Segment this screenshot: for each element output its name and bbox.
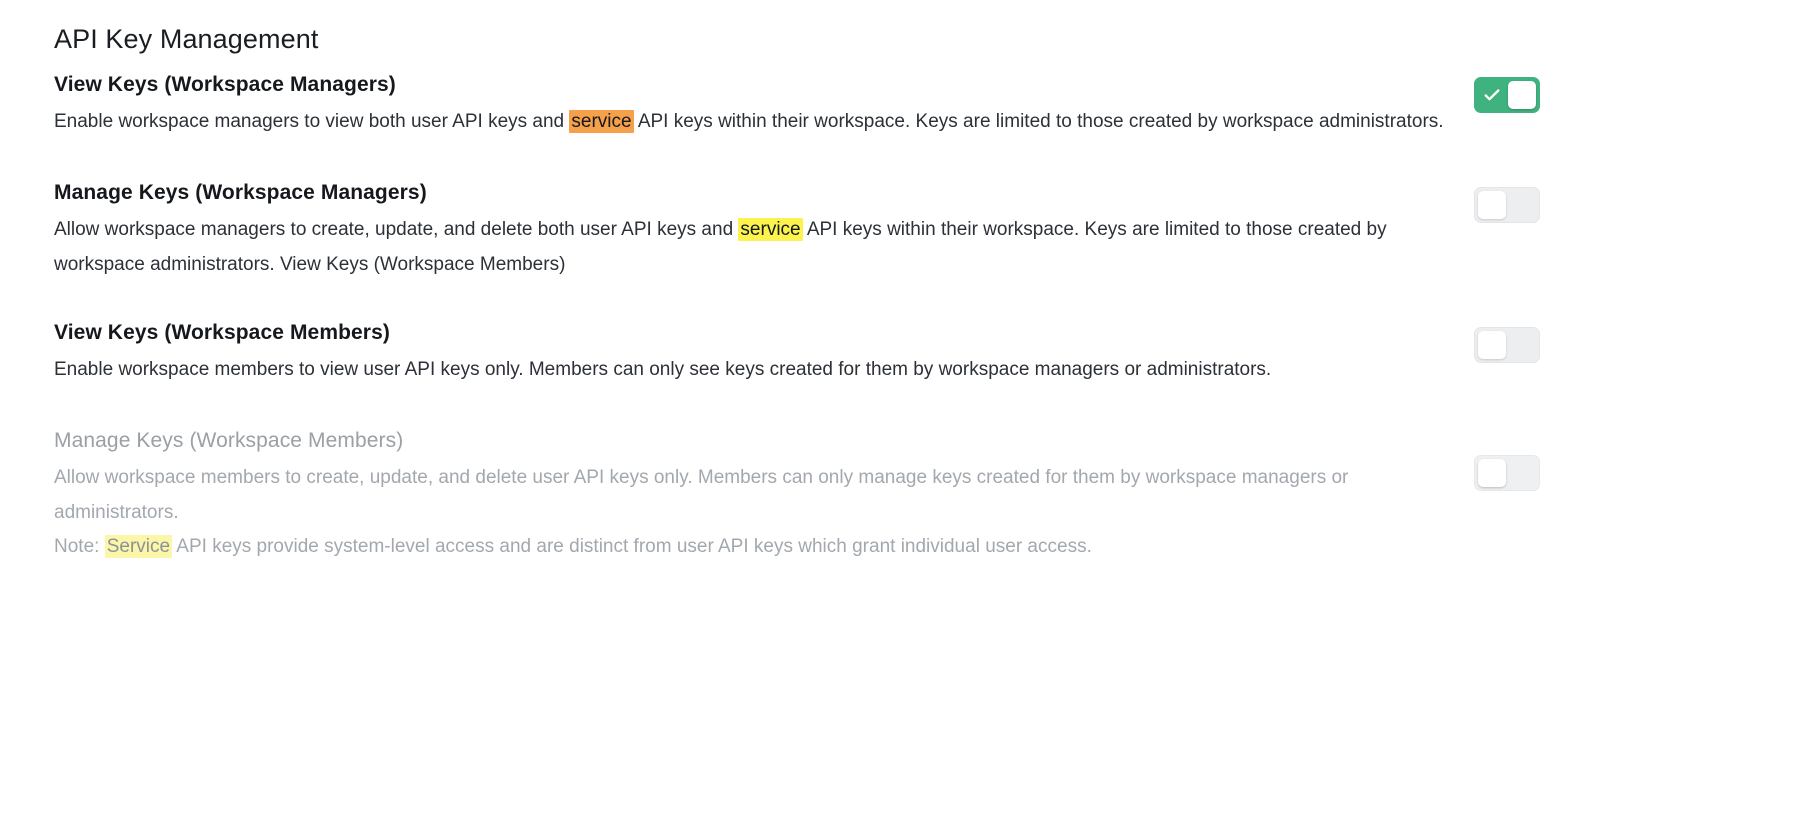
setting-text: [54, 427, 1474, 565]
desc-highlight: service: [571, 111, 632, 133]
desc-highlight: service: [740, 219, 801, 241]
setting-description: [54, 105, 1454, 140]
toggle-knob: [1478, 191, 1506, 219]
service-keys-note: [54, 530, 1474, 565]
setting-description: [54, 213, 1454, 282]
note-pre: Note:: [54, 536, 105, 558]
note-highlight: Service: [106, 536, 171, 558]
manage-keys-members-toggle[interactable]: [1474, 455, 1540, 491]
settings-list: [54, 71, 1574, 565]
setting-row: [54, 427, 1574, 565]
toggle-cell: [1474, 77, 1540, 113]
desc-post: API keys within their workspace. Keys are limited to those created by workspace administrators.: [633, 111, 1444, 133]
view-keys-managers-toggle[interactable]: [1474, 77, 1540, 113]
page-title: API Key Management: [54, 24, 319, 54]
toggle-cell: [1474, 327, 1540, 363]
toggle-cell: [1474, 187, 1540, 223]
setting-title: View Keys (Workspace Members): [54, 320, 390, 344]
toggle-cell: [1474, 455, 1540, 491]
setting-text: [54, 179, 1474, 283]
view-keys-members-toggle[interactable]: [1474, 327, 1540, 363]
setting-text: [54, 319, 1474, 388]
setting-title: Manage Keys (Workspace Members): [54, 428, 404, 452]
toggle-knob: [1478, 459, 1506, 487]
note-post: API keys provide system-level access and are distinct from user API keys which grant individual user access.: [172, 536, 1092, 558]
setting-row: [54, 179, 1574, 283]
setting-description: Enable workspace members to view user API keys only. Members can only see keys created for them by workspace managers or administrators.: [54, 358, 1272, 380]
setting-text: [54, 71, 1474, 140]
check-icon: [1483, 86, 1501, 104]
toggle-knob: [1508, 81, 1536, 109]
setting-title: View Keys (Workspace Managers): [54, 73, 396, 97]
setting-description: Allow workspace members to create, update, and delete user API keys only. Members can only manage keys created for them by workspace managers or administrators.: [54, 466, 1349, 523]
desc-pre: Allow workspace managers to create, update, and delete both user API keys and: [54, 219, 739, 241]
desc-pre: Enable workspace managers to view both user API keys and: [54, 111, 570, 133]
desc-post: API keys within their workspace. Keys are limited to those created by workspace administrators. View Keys (Workspace Members): [54, 219, 1387, 276]
setting-title: Manage Keys (Workspace Managers): [54, 181, 427, 205]
toggle-knob: [1478, 331, 1506, 359]
manage-keys-managers-toggle[interactable]: [1474, 187, 1540, 223]
setting-row: [54, 319, 1574, 391]
setting-row: [54, 71, 1574, 143]
